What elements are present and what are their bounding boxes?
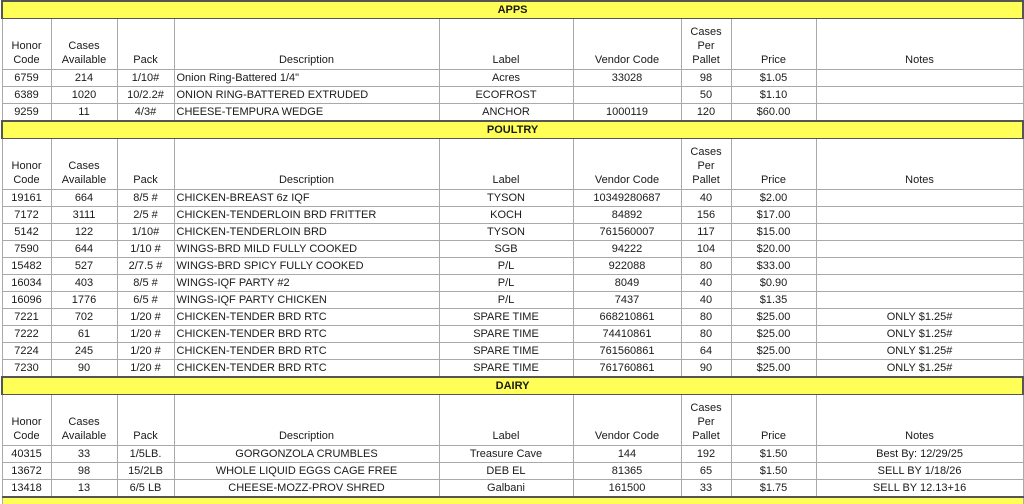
cell-honor-code[interactable]: 13672 [2, 463, 51, 480]
col-header-notes[interactable]: Notes [816, 395, 1023, 446]
cell-vendor-code[interactable]: 8049 [573, 275, 681, 292]
cell-description[interactable]: CHICKEN-TENDER BRD RTC [174, 309, 439, 326]
section-title-apps[interactable]: APPS [2, 1, 1023, 19]
cell-notes[interactable]: ONLY $1.25# [816, 343, 1023, 360]
cell-label[interactable]: P/L [439, 292, 573, 309]
cell-honor-code[interactable]: 7224 [2, 343, 51, 360]
cell-cases-per-pallet[interactable]: 120 [681, 104, 731, 122]
col-header-price[interactable]: Price [731, 139, 816, 190]
table-row [2, 309, 1023, 326]
cell-cases-available[interactable]: 3111 [51, 207, 117, 224]
cell-notes[interactable] [816, 70, 1023, 87]
cell-price[interactable]: $1.10 [731, 87, 816, 104]
cell-vendor-code[interactable]: 94222 [573, 241, 681, 258]
cell-label[interactable]: ECOFROST [439, 87, 573, 104]
cell-price[interactable]: $33.00 [731, 258, 816, 275]
cell-price[interactable]: $25.00 [731, 360, 816, 378]
col-header-label[interactable]: Label [439, 395, 573, 446]
cell-honor-code[interactable]: 15482 [2, 258, 51, 275]
table-row [2, 258, 1023, 275]
cell-cases-per-pallet[interactable]: 65 [681, 463, 731, 480]
spreadsheet [1, 0, 1023, 504]
col-header-label[interactable]: Label [439, 139, 573, 190]
table-row [2, 87, 1023, 104]
cell-notes[interactable] [816, 87, 1023, 104]
cell-honor-code[interactable]: 40315 [2, 446, 51, 463]
cell-cases-per-pallet[interactable]: 156 [681, 207, 731, 224]
cell-label[interactable]: TYSON [439, 190, 573, 207]
col-header-honor-code[interactable]: Honor Code [2, 395, 51, 446]
cell-description[interactable]: WINGS-IQF PARTY CHICKEN [174, 292, 439, 309]
cell-description[interactable]: CHEESE-MOZZ-PROV SHRED [174, 480, 439, 498]
cell-price[interactable]: $20.00 [731, 241, 816, 258]
cell-price[interactable]: $25.00 [731, 309, 816, 326]
inventory-table [1, 0, 1024, 504]
table-row [2, 207, 1023, 224]
col-header-honor-code[interactable]: Honor Code [2, 139, 51, 190]
cell-vendor-code[interactable]: 1000119 [573, 104, 681, 122]
section-title-poultry[interactable]: POULTRY [2, 121, 1023, 139]
cell-cases-per-pallet[interactable]: 80 [681, 258, 731, 275]
column-header-row [2, 395, 1023, 446]
cell-cases-available[interactable]: 527 [51, 258, 117, 275]
cell-pack[interactable]: 1/10# [117, 70, 174, 87]
cell-description[interactable]: CHICKEN-TENDERLOIN BRD FRITTER [174, 207, 439, 224]
cell-description[interactable]: WINGS-BRD SPICY FULLY COOKED [174, 258, 439, 275]
cell-label[interactable]: SPARE TIME [439, 309, 573, 326]
col-header-cases-per-pallet[interactable]: Cases Per Pallet [681, 139, 731, 190]
cell-pack[interactable]: 1/20 # [117, 343, 174, 360]
cell-notes[interactable] [816, 275, 1023, 292]
cell-description[interactable]: WINGS-IQF PARTY #2 [174, 275, 439, 292]
cell-cases-per-pallet[interactable]: 64 [681, 343, 731, 360]
column-header-row [2, 19, 1023, 70]
col-header-notes[interactable]: Notes [816, 19, 1023, 70]
cell-description[interactable]: WINGS-BRD MILD FULLY COOKED [174, 241, 439, 258]
cell-vendor-code[interactable]: 761560007 [573, 224, 681, 241]
cell-honor-code[interactable]: 16096 [2, 292, 51, 309]
cell-notes[interactable]: SELL BY 12.13+16 [816, 480, 1023, 498]
cell-label[interactable]: Treasure Cave [439, 446, 573, 463]
cell-pack[interactable]: 10/2.2# [117, 87, 174, 104]
cell-description[interactable]: CHICKEN-TENDERLOIN BRD [174, 224, 439, 241]
col-header-cases-available[interactable]: Cases Available [51, 139, 117, 190]
cell-honor-code[interactable]: 7222 [2, 326, 51, 343]
cell-cases-per-pallet[interactable]: 40 [681, 275, 731, 292]
cell-vendor-code[interactable]: 10349280687 [573, 190, 681, 207]
cell-label[interactable]: TYSON [439, 224, 573, 241]
cell-description[interactable]: CHICKEN-TENDER BRD RTC [174, 343, 439, 360]
cell-cases-available[interactable]: 61 [51, 326, 117, 343]
col-header-cases-per-pallet[interactable]: Cases Per Pallet [681, 19, 731, 70]
col-header-cases-per-pallet[interactable]: Cases Per Pallet [681, 395, 731, 446]
cell-pack[interactable]: 1/10 # [117, 241, 174, 258]
section-header-row [2, 121, 1023, 139]
section-header-row [2, 1, 1023, 19]
cell-cases-per-pallet[interactable]: 104 [681, 241, 731, 258]
table-row [2, 446, 1023, 463]
cell-notes[interactable] [816, 207, 1023, 224]
cell-description[interactable]: CHICKEN-BREAST 6z IQF [174, 190, 439, 207]
cell-label[interactable]: Acres [439, 70, 573, 87]
cell-cases-available[interactable]: 11 [51, 104, 117, 122]
cell-price[interactable]: $60.00 [731, 104, 816, 122]
col-header-label[interactable]: Label [439, 19, 573, 70]
cell-cases-per-pallet[interactable]: 98 [681, 70, 731, 87]
cell-honor-code[interactable]: 7172 [2, 207, 51, 224]
cell-vendor-code[interactable]: 668210861 [573, 309, 681, 326]
cell-vendor-code[interactable]: 74410861 [573, 326, 681, 343]
col-header-description[interactable]: Description [174, 139, 439, 190]
col-header-notes[interactable]: Notes [816, 139, 1023, 190]
cell-price[interactable]: $1.05 [731, 70, 816, 87]
cell-price[interactable]: $25.00 [731, 326, 816, 343]
cell-label[interactable]: Galbani [439, 480, 573, 498]
cell-honor-code[interactable]: 16034 [2, 275, 51, 292]
next-section-header-bar [2, 497, 1023, 504]
cell-vendor-code[interactable]: 761760861 [573, 360, 681, 378]
cell-honor-code[interactable]: 6389 [2, 87, 51, 104]
table-row [2, 275, 1023, 292]
col-header-vendor-code[interactable]: Vendor Code [573, 19, 681, 70]
cell-vendor-code[interactable]: 33028 [573, 70, 681, 87]
cell-cases-per-pallet[interactable]: 192 [681, 446, 731, 463]
cell-cases-available[interactable]: 122 [51, 224, 117, 241]
cell-notes[interactable]: ONLY $1.25# [816, 309, 1023, 326]
cell-cases-per-pallet[interactable]: 90 [681, 360, 731, 378]
cell-pack[interactable]: 1/20 # [117, 326, 174, 343]
cell-pack[interactable]: 2/5 # [117, 207, 174, 224]
table-row [2, 190, 1023, 207]
cell-label[interactable]: SPARE TIME [439, 360, 573, 378]
cell-notes[interactable] [816, 292, 1023, 309]
cell-label[interactable]: DEB EL [439, 463, 573, 480]
cell-pack[interactable]: 1/10# [117, 224, 174, 241]
col-header-price[interactable]: Price [731, 19, 816, 70]
cell-cases-available[interactable]: 98 [51, 463, 117, 480]
cell-honor-code[interactable]: 7590 [2, 241, 51, 258]
cell-cases-per-pallet[interactable]: 40 [681, 292, 731, 309]
col-header-pack[interactable]: Pack [117, 19, 174, 70]
cell-pack[interactable]: 1/5LB. [117, 446, 174, 463]
cell-pack[interactable]: 6/5 LB [117, 480, 174, 498]
cell-notes[interactable] [816, 224, 1023, 241]
cell-price[interactable]: $17.00 [731, 207, 816, 224]
cell-label[interactable]: SGB [439, 241, 573, 258]
section-header-row [2, 377, 1023, 395]
cell-description[interactable]: CHICKEN-TENDER BRD RTC [174, 360, 439, 378]
table-row [2, 326, 1023, 343]
cell-notes[interactable] [816, 104, 1023, 122]
col-header-description[interactable]: Description [174, 19, 439, 70]
cell-cases-available[interactable]: 702 [51, 309, 117, 326]
col-header-price[interactable]: Price [731, 395, 816, 446]
cell-honor-code[interactable]: 19161 [2, 190, 51, 207]
table-row [2, 241, 1023, 258]
cell-pack[interactable]: 8/5 # [117, 190, 174, 207]
cell-price[interactable]: $1.50 [731, 446, 816, 463]
cell-vendor-code[interactable]: 761560861 [573, 343, 681, 360]
next-section-cell[interactable] [2, 497, 1023, 504]
cell-cases-available[interactable]: 245 [51, 343, 117, 360]
cell-vendor-code[interactable] [573, 87, 681, 104]
cell-vendor-code[interactable]: 144 [573, 446, 681, 463]
cell-cases-available[interactable]: 403 [51, 275, 117, 292]
cell-pack[interactable]: 15/2LB [117, 463, 174, 480]
cell-description[interactable]: GORGONZOLA CRUMBLES [174, 446, 439, 463]
cell-cases-available[interactable]: 90 [51, 360, 117, 378]
cell-description[interactable]: Onion Ring-Battered 1/4" [174, 70, 439, 87]
section-title-dairy[interactable]: DAIRY [2, 377, 1023, 395]
cell-notes[interactable]: SELL BY 1/18/26 [816, 463, 1023, 480]
cell-honor-code[interactable]: 7230 [2, 360, 51, 378]
cell-description[interactable]: CHICKEN-TENDER BRD RTC [174, 326, 439, 343]
cell-honor-code[interactable]: 7221 [2, 309, 51, 326]
cell-pack[interactable]: 2/7.5 # [117, 258, 174, 275]
col-header-cases-available[interactable]: Cases Available [51, 395, 117, 446]
cell-price[interactable]: $2.00 [731, 190, 816, 207]
cell-cases-per-pallet[interactable]: 80 [681, 326, 731, 343]
cell-cases-available[interactable]: 1020 [51, 87, 117, 104]
cell-label[interactable]: SPARE TIME [439, 326, 573, 343]
cell-cases-available[interactable]: 644 [51, 241, 117, 258]
cell-price[interactable]: $15.00 [731, 224, 816, 241]
cell-description[interactable]: WHOLE LIQUID EGGS CAGE FREE [174, 463, 439, 480]
cell-notes[interactable]: ONLY $1.25# [816, 326, 1023, 343]
cell-honor-code[interactable]: 6759 [2, 70, 51, 87]
table-row [2, 70, 1023, 87]
col-header-cases-available[interactable]: Cases Available [51, 19, 117, 70]
col-header-vendor-code[interactable]: Vendor Code [573, 395, 681, 446]
cell-vendor-code[interactable]: 922088 [573, 258, 681, 275]
cell-pack[interactable]: 1/20 # [117, 360, 174, 378]
cell-cases-available[interactable]: 214 [51, 70, 117, 87]
cell-vendor-code[interactable]: 7437 [573, 292, 681, 309]
cell-price[interactable]: $1.35 [731, 292, 816, 309]
table-row [2, 224, 1023, 241]
cell-cases-per-pallet[interactable]: 117 [681, 224, 731, 241]
cell-label[interactable]: P/L [439, 258, 573, 275]
cell-honor-code[interactable]: 9259 [2, 104, 51, 122]
table-row [2, 292, 1023, 309]
table-row [2, 463, 1023, 480]
cell-cases-available[interactable]: 664 [51, 190, 117, 207]
cell-notes[interactable] [816, 241, 1023, 258]
cell-price[interactable]: $25.00 [731, 343, 816, 360]
col-header-honor-code[interactable]: Honor Code [2, 19, 51, 70]
col-header-pack[interactable]: Pack [117, 139, 174, 190]
cell-description[interactable]: CHEESE-TEMPURA WEDGE [174, 104, 439, 122]
cell-notes[interactable]: Best By: 12/29/25 [816, 446, 1023, 463]
cell-label[interactable]: P/L [439, 275, 573, 292]
cell-pack[interactable]: 6/5 # [117, 292, 174, 309]
cell-cases-per-pallet[interactable]: 33 [681, 480, 731, 498]
cell-description[interactable]: ONION RING-BATTERED EXTRUDED [174, 87, 439, 104]
cell-cases-per-pallet[interactable]: 40 [681, 190, 731, 207]
cell-label[interactable]: ANCHOR [439, 104, 573, 122]
col-header-description[interactable]: Description [174, 395, 439, 446]
cell-label[interactable]: SPARE TIME [439, 343, 573, 360]
cell-notes[interactable] [816, 190, 1023, 207]
cell-cases-available[interactable]: 1776 [51, 292, 117, 309]
cell-cases-per-pallet[interactable]: 80 [681, 309, 731, 326]
cell-price[interactable]: $1.50 [731, 463, 816, 480]
cell-pack[interactable]: 4/3# [117, 104, 174, 122]
cell-vendor-code[interactable]: 161500 [573, 480, 681, 498]
cell-notes[interactable]: ONLY $1.25# [816, 360, 1023, 378]
col-header-pack[interactable]: Pack [117, 395, 174, 446]
cell-pack[interactable]: 8/5 # [117, 275, 174, 292]
table-row [2, 480, 1023, 498]
table-row [2, 343, 1023, 360]
cell-vendor-code[interactable]: 84892 [573, 207, 681, 224]
table-row [2, 360, 1023, 378]
cell-pack[interactable]: 1/20 # [117, 309, 174, 326]
table-row [2, 104, 1023, 122]
cell-price[interactable]: $1.75 [731, 480, 816, 498]
cell-price[interactable]: $0.90 [731, 275, 816, 292]
cell-notes[interactable] [816, 258, 1023, 275]
cell-vendor-code[interactable]: 81365 [573, 463, 681, 480]
cell-honor-code[interactable]: 5142 [2, 224, 51, 241]
cell-cases-available[interactable]: 13 [51, 480, 117, 498]
cell-cases-available[interactable]: 33 [51, 446, 117, 463]
col-header-vendor-code[interactable]: Vendor Code [573, 139, 681, 190]
column-header-row [2, 139, 1023, 190]
cell-honor-code[interactable]: 13418 [2, 480, 51, 498]
cell-cases-per-pallet[interactable]: 50 [681, 87, 731, 104]
cell-label[interactable]: KOCH [439, 207, 573, 224]
